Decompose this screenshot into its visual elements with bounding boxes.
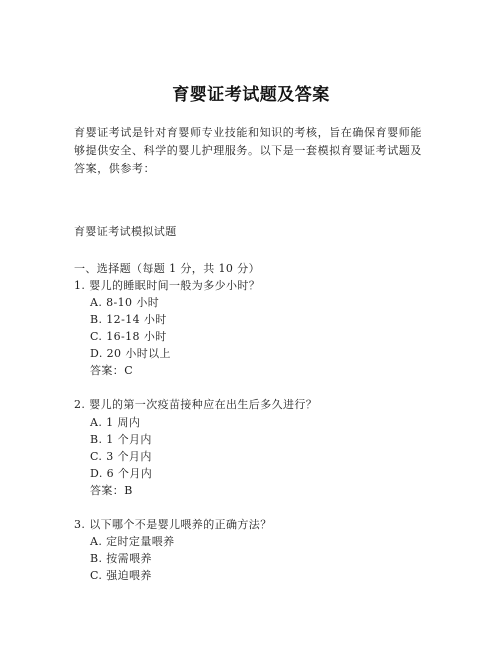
question-option: C. 3 个月内 [90,450,152,463]
question-option: A. 定时定量喂养 [90,535,175,548]
section-heading: 育婴证考试模拟试题 [74,225,177,238]
question-option: B. 1 个月内 [90,433,152,446]
question-option: B. 按需喂养 [90,552,152,565]
part-heading: 一、选择题（每题 1 分，共 10 分） [74,262,260,275]
question-answer: 答案：C [90,364,134,377]
intro-paragraph: 育婴证考试是针对育婴师专业技能和知识的考核，旨在确保育婴师能够提供安全、科学的婴儿护理服务。以下是一套模拟育婴证考试题及答案，供参考： [74,126,422,175]
question-stem: 3. 以下哪个不是婴儿喂养的正确方法？ [74,518,272,531]
document-title: 育婴证考试题及答案 [172,85,330,105]
question-option: D. 6 个月内 [90,467,153,480]
question-option: A. 1 周内 [90,416,141,429]
question-answer: 答案：B [90,484,133,497]
question-option: C. 强迫喂养 [90,569,152,582]
question-option: B. 12-14 小时 [90,313,167,326]
question-option: A. 8-10 小时 [90,296,160,309]
question-stem: 1. 婴儿的睡眠时间一般为多少小时？ [74,279,261,292]
question-option: C. 16-18 小时 [90,330,167,343]
question-option: D. 20 小时以上 [90,347,171,360]
question-stem: 2. 婴儿的第一次疫苗接种应在出生后多久进行？ [74,398,318,411]
